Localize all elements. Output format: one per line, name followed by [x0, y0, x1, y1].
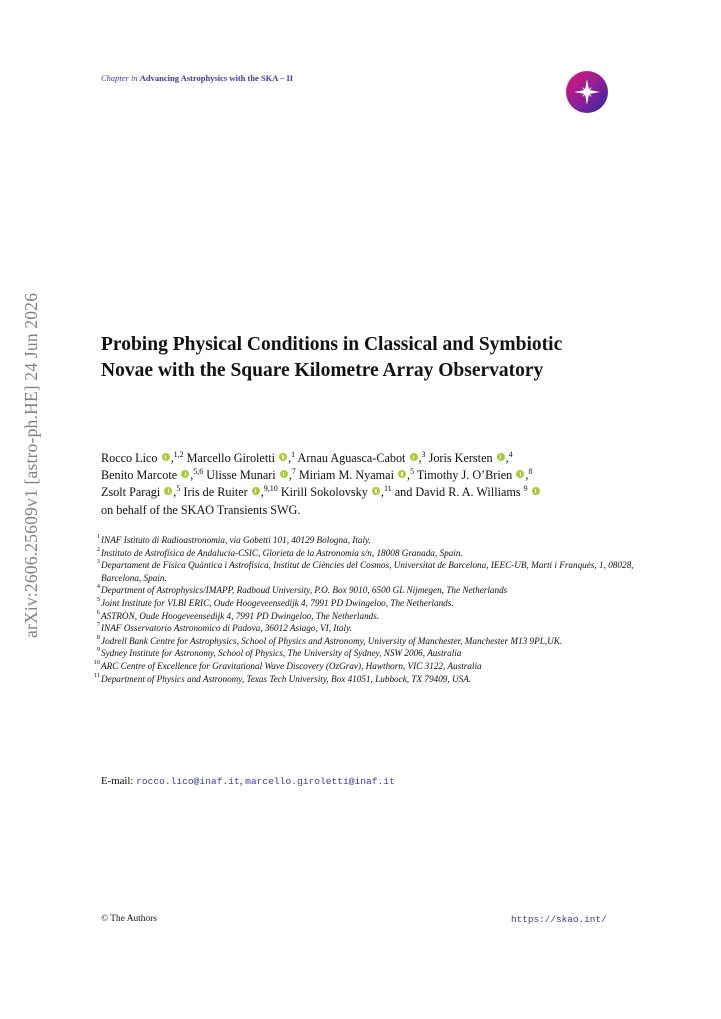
affiliation-number: 1 [96, 533, 100, 540]
affiliation-list [90, 534, 650, 685]
author-name: Timothy J. O’Brien [416, 468, 513, 483]
author-affiliation-marker: 5 [410, 467, 415, 477]
affiliation-number: 10 [93, 658, 100, 666]
affiliation-item [90, 622, 650, 635]
author-name: Ulisse Munari [206, 468, 276, 483]
orcid-icon[interactable] [280, 470, 288, 478]
orcid-icon[interactable] [181, 470, 189, 478]
title-line-2: Novae with the Square Kilometre Array Observatory [101, 360, 544, 381]
orcid-icon[interactable] [252, 487, 260, 495]
author-affiliation-marker: 5 [176, 484, 181, 494]
affiliation-text: Instituto de Astrofísica de Andalucía-CSIC, Glorieta de la Astronomía s/n, 18008 Granada, Spain. [101, 547, 463, 558]
affiliation-item [90, 584, 650, 597]
affiliation-number: 8 [96, 633, 100, 641]
orcid-icon[interactable] [162, 453, 170, 461]
orcid-icon[interactable] [532, 487, 540, 495]
author-name: David R. A. Williams [415, 485, 521, 500]
affiliation-item [90, 610, 650, 623]
author-name: Arnau Aguasca-Cabot [297, 451, 406, 465]
author-affiliation-marker: 1 [291, 450, 296, 459]
affiliation-number: 5 [96, 595, 100, 603]
ska-star-logo-icon [566, 71, 608, 113]
arxiv-stamp [21, 268, 51, 638]
affiliation-text: ARC Centre of Excellence for Gravitational Wave Discovery (OzGrav), Hawthorn, VIC 3122, Australia [101, 660, 482, 671]
author-affiliation-marker: 7 [291, 467, 296, 477]
orcid-icon[interactable] [372, 487, 380, 495]
affiliation-number: 9 [96, 646, 100, 654]
affiliation-text: Jodrell Bank Centre for Astrophysics, School of Physics and Astronomy, University of Manchester, Manchester M13 9PL,UK. [101, 635, 563, 646]
paper-title [101, 332, 661, 384]
affiliation-item [90, 534, 650, 547]
affiliation-item [90, 559, 650, 584]
author-name: Kirill Sokolovsky [280, 485, 368, 500]
email-separator: , [239, 775, 243, 787]
affiliation-number: 4 [96, 583, 100, 591]
affiliation-item [90, 660, 650, 673]
skao-url-link[interactable]: https://skao.int/ [511, 914, 607, 925]
affiliation-item [90, 547, 650, 560]
affiliation-number: 11 [93, 671, 100, 679]
copyright-notice: © The Authors [101, 914, 157, 924]
affiliation-text: Department of Astrophysics/IMAPP, Radboud University, P.O. Box 9010, 6500 GL Nijmegen, The Netherlands [101, 585, 508, 596]
author-affiliation-marker: 9 [523, 484, 528, 494]
email-label: E-mail: [101, 775, 134, 787]
chapter-prefix: Chapter in [101, 73, 138, 83]
author-affiliation-marker: 1,2 [173, 450, 184, 459]
author-affiliation-marker: 4 [508, 450, 513, 459]
affiliation-number: 6 [96, 608, 100, 616]
author-affiliation-marker: 8 [528, 467, 533, 477]
email-link-lico[interactable]: rocco.lico@inaf.it [136, 776, 240, 787]
author-name: Rocco Lico [101, 451, 158, 465]
author-affiliation-marker: 9,10 [263, 484, 278, 494]
author-name: Zsolt Paragi [101, 485, 161, 500]
orcid-icon[interactable] [398, 470, 406, 478]
author-name: Benito Marcote [101, 468, 178, 483]
affiliation-item [90, 673, 650, 686]
affiliation-text: Departament de Física Quàntica i Astrofísica, Institut de Ciències del Cosmos, Universitat de Barcelona, IEEC-UB, Martí i Franquès, 1, 08028, Barcelona, Spain. [101, 560, 634, 583]
orcid-icon[interactable] [279, 453, 287, 461]
affiliation-text: Joint Institute for VLBI ERIC, Oude Hoogeveensedijk 4, 7991 PD Dwingeloo, The Netherlands. [101, 597, 454, 608]
book-title-link[interactable]: Advancing Astrophysics with the SKA – II [139, 73, 294, 83]
author-separator: and [391, 485, 416, 500]
author-name: Miriam M. Nyamai [298, 468, 394, 483]
affiliation-number: 2 [96, 545, 100, 553]
affiliation-text: INAF Istituto di Radioastronomia, via Gobetti 101, 40129 Bologna, Italy. [101, 535, 371, 545]
author-affiliation-marker: 3 [421, 450, 426, 459]
affiliation-number: 3 [96, 558, 100, 566]
orcid-icon[interactable] [497, 453, 505, 461]
author-name: Joris Kersten [428, 451, 493, 465]
title-line-1: Probing Physical Conditions in Classical and Symbiotic [101, 334, 563, 355]
email-link-giroletti[interactable]: marcello.giroletti@inaf.it [245, 776, 395, 787]
author-affiliation-marker: 5,6 [193, 467, 204, 477]
orcid-icon[interactable] [164, 487, 172, 495]
chapter-header [101, 73, 293, 83]
affiliation-item [90, 597, 650, 610]
affiliation-text: ASTRON, Oude Hoogeveensedijk 4, 7991 PD Dwingeloo, The Netherlands. [101, 610, 380, 621]
affiliation-text: Sydney Institute for Astronomy, School of Physics, The University of Sydney, NSW 2006, Australia [101, 648, 462, 659]
author-list: Rocco Lico ,$^{1,2}$ Marcello Giroletti ,$^1$ Arnau Aguasca-Cabot ,$^3$ Joris Kersten ,$^4$ Benito Marcote ,$^{5,6}$ Ulisse Munari ,$^7$ Miriam M. Nyamai ,$^5$ Timothy J. O’Brien ,$^8$ Zsolt Paragi ,$^5$ Iris de Ruiter ,$^{9,10}$ Kirill Sokolovsky ,$^{11}$ and David R. A. Williams $^9$ on behalf of the SKAO Transients SWG. [101, 450, 641, 519]
email-line [101, 775, 395, 787]
affiliation-item [90, 647, 650, 660]
affiliation-item [90, 635, 650, 648]
author-affiliation-marker: 11 [383, 484, 392, 494]
author-name: Iris de Ruiter [183, 485, 248, 500]
author-name: Marcello Giroletti [186, 451, 276, 465]
orcid-icon[interactable] [516, 470, 524, 478]
authors-collaboration: on behalf of the SKAO Transients SWG. [101, 502, 301, 517]
orcid-icon[interactable] [410, 453, 418, 461]
affiliation-text: INAF Osservatorio Astronomico di Padova, 36012 Asiago, VI, Italy. [101, 623, 352, 634]
affiliation-text: Department of Physics and Astronomy, Texas Tech University, Box 41051, Lubbock, TX 79409, USA. [101, 673, 472, 684]
arxiv-id: arXiv:2606.25609v1 [astro-ph.HE] 24 Jun 2026 [21, 292, 41, 638]
affiliation-number: 7 [96, 621, 100, 629]
